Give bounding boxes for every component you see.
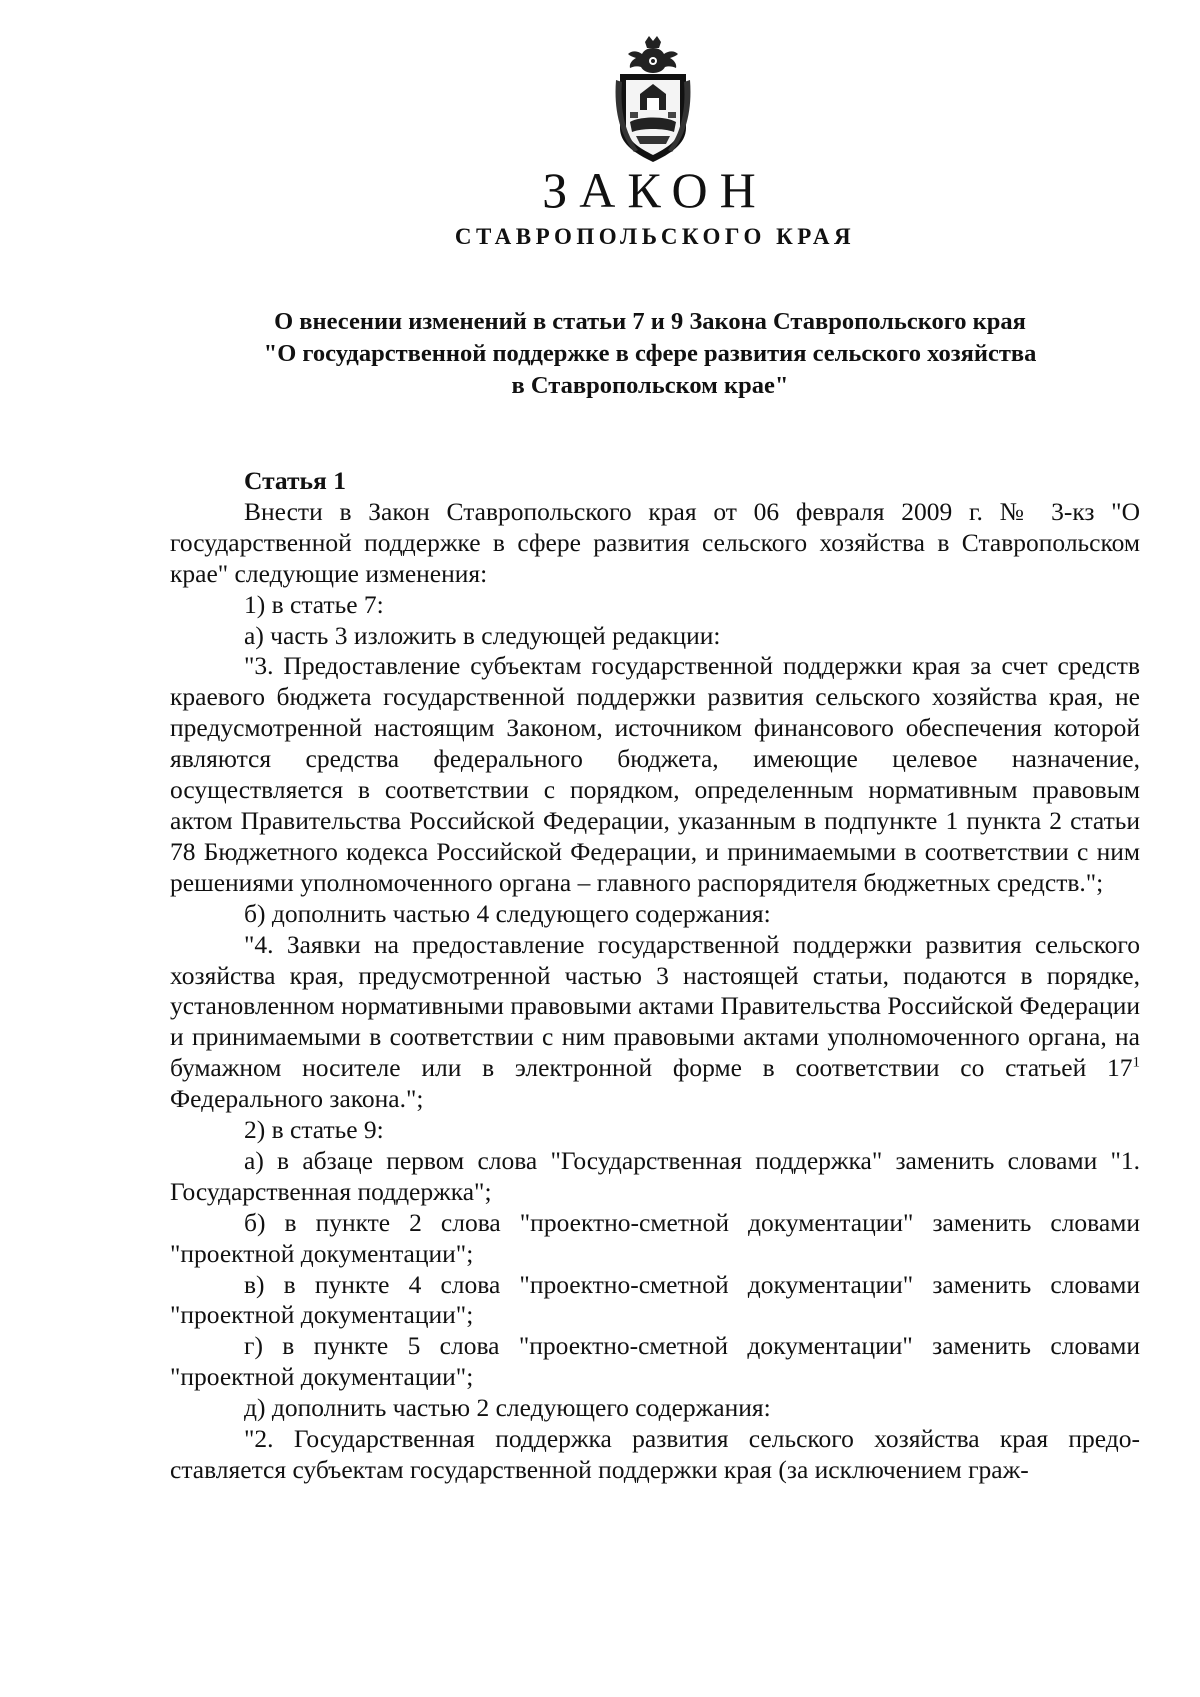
stavropol-coat-of-arms-icon xyxy=(612,36,694,164)
paragraph-text: Федерального закона."; xyxy=(170,1084,424,1114)
paragraph: "2. Государственная поддержка развития сельского хозяйства края предоставляется субъектам государственной поддержки края (за исключением граж- xyxy=(170,1424,1140,1484)
article-body xyxy=(170,466,1140,1486)
paragraph: б) в пункте 2 слова "проектно-сметной документации" заменить словами "проектной документации"; xyxy=(170,1207,1140,1268)
paragraph: в) в пункте 4 слова "проектно-сметной документации" заменить словами "проектной документации"; xyxy=(170,1269,1140,1330)
paragraph: а) часть 3 изложить в следующей редакции: xyxy=(244,620,721,650)
law-title: ЗАКОН xyxy=(542,162,768,218)
paragraph: 2) в статье 9: xyxy=(244,1115,384,1145)
document-heading xyxy=(170,306,1130,402)
paragraph-text: "4. Заявки на предоставление государственной поддержки развития сельского хозяйства края, предусмотренной частью 3 настоящей статьи, подаются в порядке, установленном нормативными правовыми актами Правительства Российской Федерации и принимаемыми в соответствии с ним правовыми актами уполномоченного органа, на бумажном носителе или в электронной форме в соответствии со статьей 17 xyxy=(170,929,1140,1083)
article-title: Статья 1 xyxy=(244,466,346,495)
paragraph: б) дополнить частью 4 следующего содержания: xyxy=(244,898,771,928)
superscript: 1 xyxy=(1132,1054,1140,1071)
heading-line: "О государственной поддержке в сфере развития сельского хозяйства xyxy=(263,340,1037,367)
heading-line: в Ставропольском крае" xyxy=(511,372,789,399)
paragraph-part4 xyxy=(170,930,1140,1115)
paragraph: д) дополнить частью 2 следующего содержания: xyxy=(244,1393,771,1423)
paragraph: Внести в Закон Ставропольского края от 06 февраля 2009 г. № 3-кз "О государственной поддержке в сфере развития сельского хозяйства в Ставропольском крае" следующие изменения: xyxy=(170,496,1140,588)
paragraph: 1) в статье 7: xyxy=(244,589,384,619)
heading-line: О внесении изменений в статьи 7 и 9 Закона Ставропольского края xyxy=(274,308,1026,335)
paragraph: "3. Предоставление субъектам государственной поддержки края за счет средств краевого бюджета государственной поддержки развития сельского хозяйства края, не предусмотренной настоящим Законом, источником финансового обеспечения которой являются средства федерального бюджета, имеющие целевое назначение, осуществляется в соответствии с порядком, определенным нормативным правовым актом Правительства Российской Федерации, указанным в подпункте 1 пункта 2 статьи 78 Бюджетного кодекса Российской Федерации, и принимаемыми в соответствии с ним решениями уполномоченного органа – главного распорядителя бюджетных средств."; xyxy=(170,651,1140,897)
paragraph: г) в пункте 5 слова "проектно-сметной документации" заменить словами "проектной документации"; xyxy=(170,1331,1140,1392)
law-subtitle: СТАВРОПОЛЬСКОГО КРАЯ xyxy=(454,224,856,249)
paragraph: а) в абзаце первом слова "Государственная поддержка" заменить словами "1. Государственная поддержка"; xyxy=(170,1145,1140,1206)
